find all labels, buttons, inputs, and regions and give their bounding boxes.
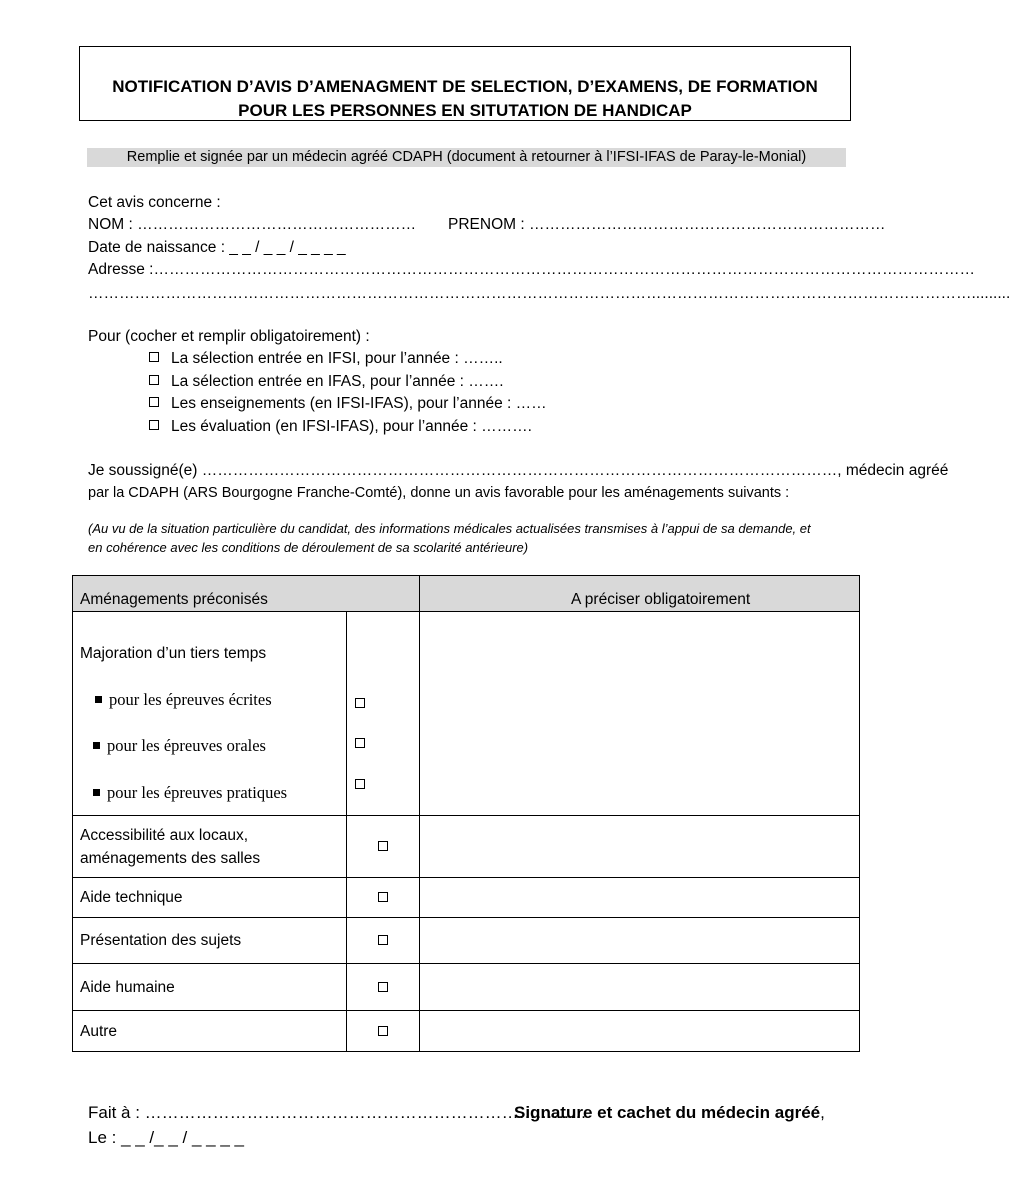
checkbox-written[interactable] <box>355 698 365 708</box>
purpose-option-label: Les évaluation (en IFSI-IFAS), pour l’année : ………. <box>171 418 532 435</box>
majoration-details-cell[interactable] <box>420 612 860 816</box>
row-label-line-1: Accessibilité aux locaux, <box>80 826 248 844</box>
bullet-icon <box>93 742 100 749</box>
majoration-item-label: pour les épreuves pratiques <box>107 783 288 802</box>
birthdate-field[interactable]: Date de naissance : _ _ / _ _ / _ _ _ _ <box>88 239 346 256</box>
majoration-item-label: pour les épreuves orales <box>107 736 266 755</box>
row-label: Autre <box>73 1011 347 1052</box>
details-cell[interactable] <box>420 964 860 1011</box>
signature-comma: , <box>820 1103 825 1122</box>
table-row-other <box>73 1011 860 1052</box>
date-field[interactable]: Le : _ _ /_ _ / _ _ _ _ <box>88 1128 244 1147</box>
nom-field[interactable]: NOM : ……………………………………………… <box>88 216 417 233</box>
prenom-field[interactable]: PRENOM : …………………………………………………………… <box>448 216 886 233</box>
accommodations-table <box>72 575 860 1052</box>
row-label-line-2: aménagements des salles <box>80 849 261 867</box>
address-field-line-2[interactable]: ………………………………………………………………………………………………………………………………………………………......... <box>88 285 1010 302</box>
address-field-line-1[interactable]: Adresse :…………………………………………………………………………………………………………………………………………… <box>88 261 975 278</box>
signature-label <box>514 1100 825 1125</box>
checkbox-other[interactable] <box>378 1026 388 1036</box>
checkbox-technical-aid[interactable] <box>378 892 388 902</box>
details-cell[interactable] <box>420 1011 860 1052</box>
document-title <box>79 46 851 121</box>
majoration-item-label: pour les épreuves écrites <box>109 690 272 709</box>
majoration-label-cell <box>73 612 347 816</box>
row-label: Présentation des sujets <box>73 918 347 964</box>
table-row-majoration <box>73 612 860 816</box>
bullet-icon <box>93 789 100 796</box>
declaration-line-1: Je soussigné(e) ……………………………………………………………………………………………………………, médecin agréé <box>88 462 949 479</box>
signature-text: Signature et cachet du médecin agréé <box>514 1103 821 1122</box>
checkbox-oral[interactable] <box>355 738 365 748</box>
checkbox-icon[interactable] <box>149 352 159 362</box>
details-cell[interactable] <box>420 918 860 964</box>
purpose-option-ifas-selection[interactable] <box>149 371 504 393</box>
checkbox-practical[interactable] <box>355 779 365 789</box>
check-cell <box>347 964 420 1011</box>
purpose-option-label: La sélection entrée en IFSI, pour l’année : …….. <box>171 350 503 367</box>
check-cell <box>347 816 420 878</box>
purpose-option-label: Les enseignements (en IFSI-IFAS), pour l’année : …… <box>171 395 547 412</box>
checkbox-icon[interactable] <box>149 397 159 407</box>
purpose-option-teaching[interactable] <box>149 393 547 415</box>
fait-a-field[interactable]: Fait à : …………………………………………………………………… <box>88 1103 587 1122</box>
purpose-intro: Pour (cocher et remplir obligatoirement) : <box>88 328 370 345</box>
declaration-line-2: par la CDAPH (ARS Bourgogne Franche-Comté), donne un avis favorable pour les aménagements suivants : <box>88 485 790 501</box>
majoration-item-written <box>95 690 272 710</box>
majoration-check-cell <box>347 612 420 816</box>
table-row-accessibility <box>73 816 860 878</box>
title-line-1: NOTIFICATION D’AVIS D’AMENAGMENT DE SELECTION, D’EXAMENS, DE FORMATION <box>112 77 818 96</box>
majoration-item-oral <box>93 736 266 756</box>
details-cell[interactable] <box>420 878 860 918</box>
check-cell <box>347 918 420 964</box>
instructions-banner: Remplie et signée par un médecin agréé CDAPH (document à retourner à l’IFSI-IFAS de Paray-le-Monial) <box>87 148 846 167</box>
checkbox-icon[interactable] <box>149 420 159 430</box>
row-label <box>73 816 347 878</box>
checkbox-accessibility[interactable] <box>378 841 388 851</box>
table-row-subjects-presentation <box>73 918 860 964</box>
purpose-option-label: La sélection entrée en IFAS, pour l’année : ……. <box>171 373 504 390</box>
majoration-label: Majoration d’un tiers temps <box>80 645 267 662</box>
checkbox-human-aid[interactable] <box>378 982 388 992</box>
purpose-option-evaluation[interactable] <box>149 416 532 438</box>
details-cell[interactable] <box>420 816 860 878</box>
bullet-icon <box>95 696 102 703</box>
table-row-human-aid <box>73 964 860 1011</box>
row-label: Aide humaine <box>73 964 347 1011</box>
title-line-2: POUR LES PERSONNES EN SITUTATION DE HANDICAP <box>238 101 692 120</box>
header-details: A préciser obligatoirement <box>420 576 860 612</box>
identity-intro: Cet avis concerne : <box>88 194 221 211</box>
row-label: Aide technique <box>73 878 347 918</box>
check-cell <box>347 878 420 918</box>
table-row-technical-aid <box>73 878 860 918</box>
declaration-note-1: (Au vu de la situation particulière du candidat, des informations médicales actualisées transmises à l’appui de sa demande, et <box>88 521 811 536</box>
majoration-item-practical <box>93 783 287 803</box>
checkbox-icon[interactable] <box>149 375 159 385</box>
check-cell <box>347 1011 420 1052</box>
purpose-option-ifsi-selection[interactable] <box>149 348 503 370</box>
declaration-note-2: en cohérence avec les conditions de déroulement de sa scolarité antérieure) <box>88 540 529 555</box>
checkbox-subjects-presentation[interactable] <box>378 935 388 945</box>
header-accommodations: Aménagements préconisés <box>73 576 420 612</box>
